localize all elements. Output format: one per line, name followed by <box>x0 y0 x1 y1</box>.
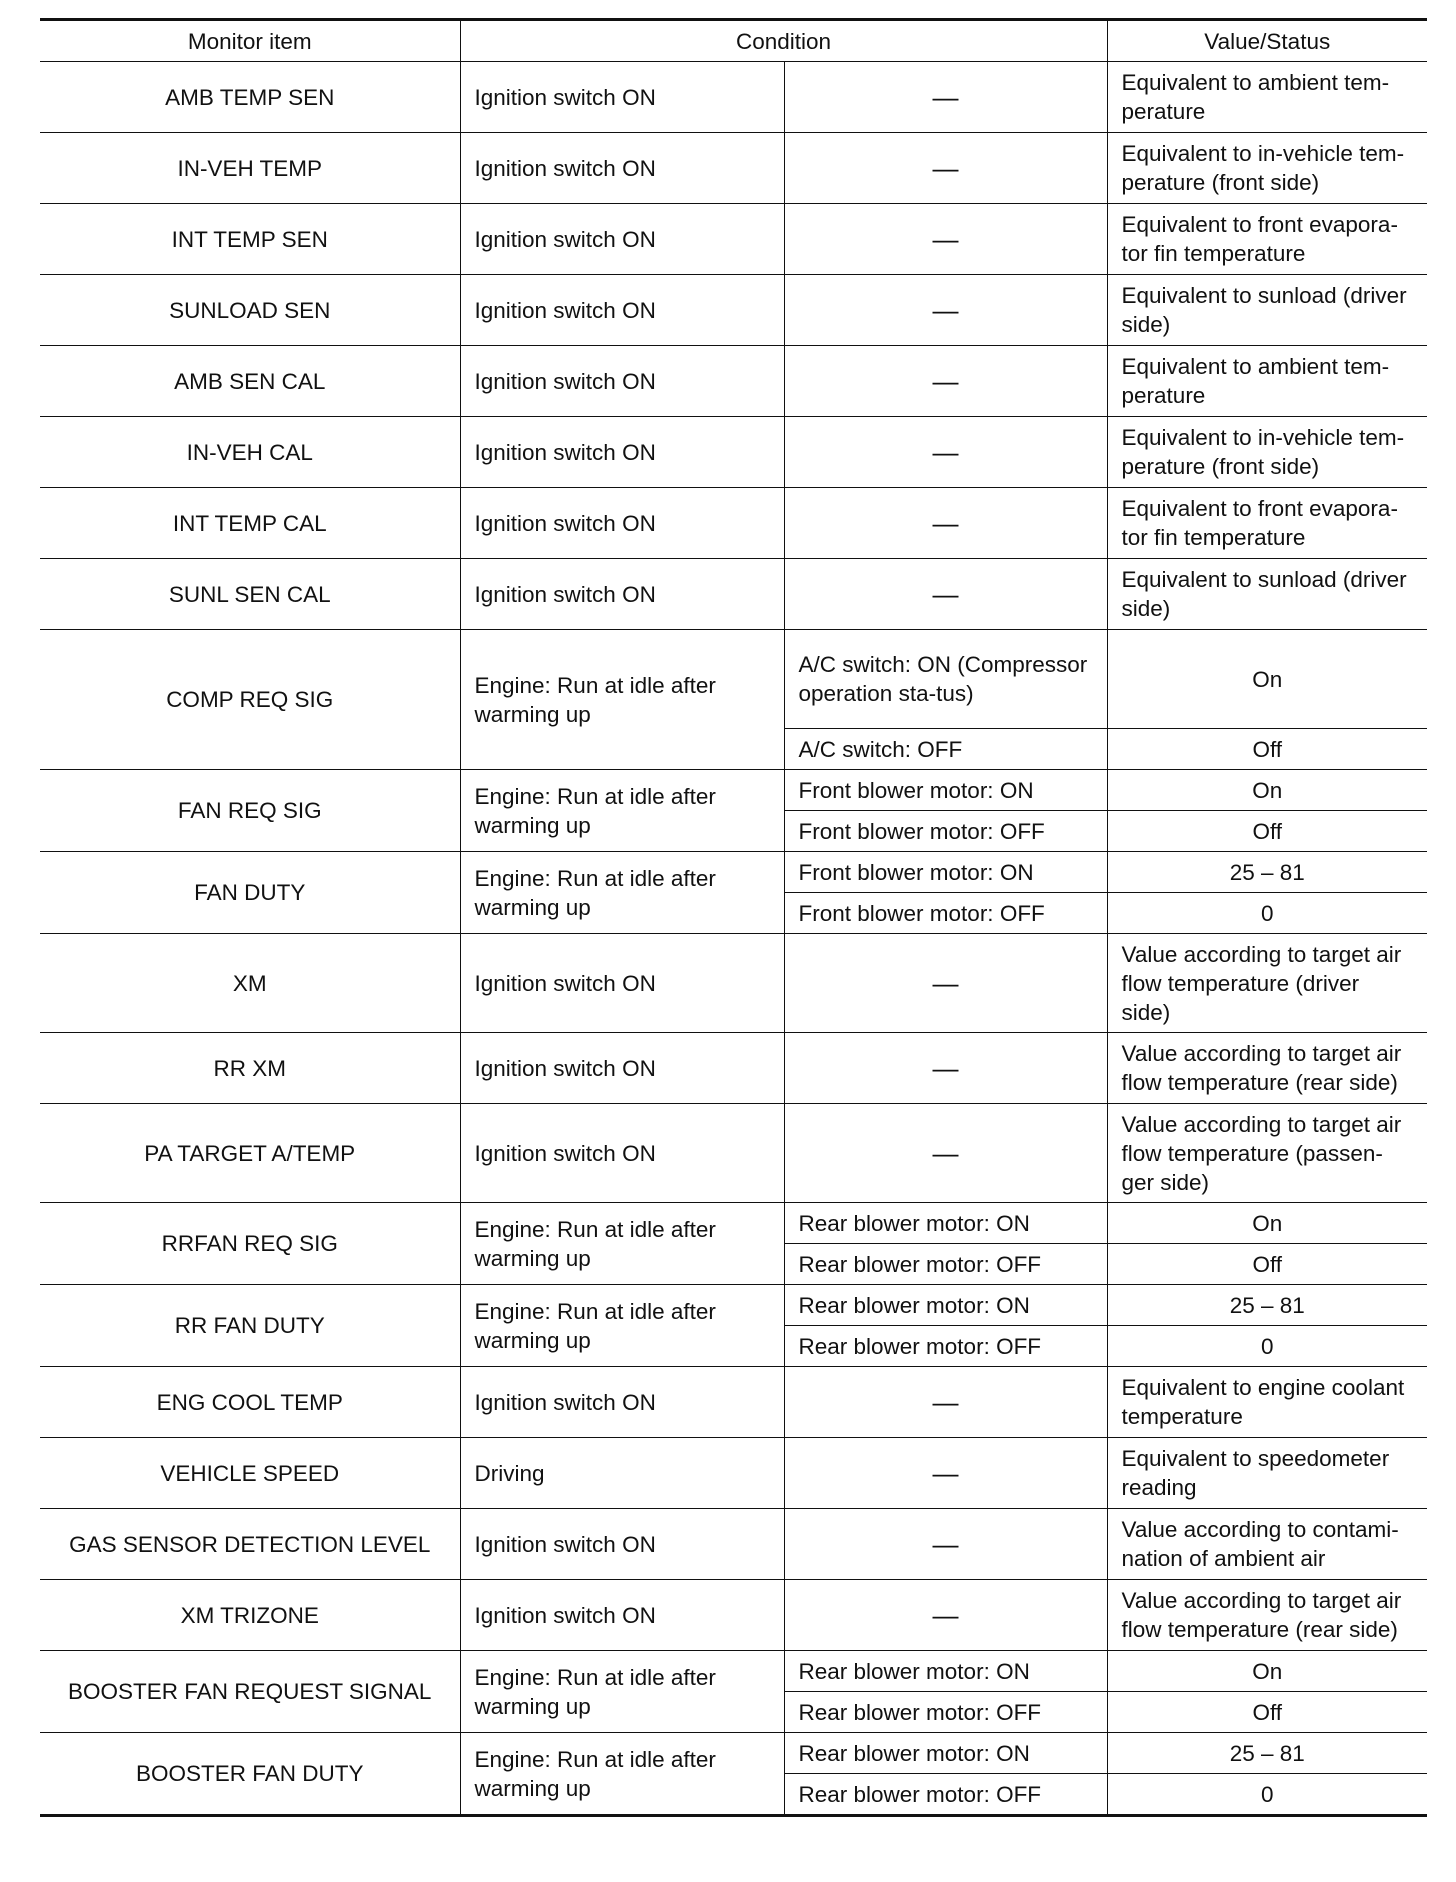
value-status: Equivalent to sunload (driver side) <box>1107 559 1427 630</box>
sub-condition: A/C switch: ON (Compressor operation sta-tus) <box>784 630 1107 729</box>
sub-condition: Rear blower motor: OFF <box>784 1326 1107 1367</box>
sub-condition: A/C switch: OFF <box>784 729 1107 770</box>
monitor-item: BOOSTER FAN REQUEST SIGNAL <box>40 1651 460 1733</box>
monitor-item: FAN DUTY <box>40 852 460 934</box>
condition: Engine: Run at idle after warming up <box>460 630 784 770</box>
sub-condition: Front blower motor: OFF <box>784 893 1107 934</box>
value-status: On <box>1107 630 1427 729</box>
value-status: On <box>1107 770 1427 811</box>
table-row <box>40 62 1427 133</box>
sub-condition: Rear blower motor: OFF <box>784 1774 1107 1816</box>
condition: Ignition switch ON <box>460 275 784 346</box>
value-status: On <box>1107 1203 1427 1244</box>
table-row <box>40 1733 1427 1774</box>
condition: Ignition switch ON <box>460 62 784 133</box>
sub-condition: — <box>784 1438 1107 1509</box>
table-row <box>40 275 1427 346</box>
condition: Ignition switch ON <box>460 1509 784 1580</box>
value-status: Off <box>1107 811 1427 852</box>
header-monitor-item: Monitor item <box>40 20 460 62</box>
sub-condition: — <box>784 934 1107 1033</box>
monitor-item: SUNLOAD SEN <box>40 275 460 346</box>
condition: Ignition switch ON <box>460 1104 784 1203</box>
value-status: Equivalent to in-vehicle tem-perature (front side) <box>1107 417 1427 488</box>
value-status: Equivalent to in-vehicle tem-perature (front side) <box>1107 133 1427 204</box>
table-row <box>40 630 1427 729</box>
value-status: Equivalent to front evapora-tor fin temperature <box>1107 488 1427 559</box>
sub-condition: Rear blower motor: ON <box>784 1203 1107 1244</box>
monitor-item: AMB TEMP SEN <box>40 62 460 133</box>
table-row <box>40 346 1427 417</box>
monitor-item: AMB SEN CAL <box>40 346 460 417</box>
sub-condition: Rear blower motor: ON <box>784 1285 1107 1326</box>
value-status: Equivalent to front evapora-tor fin temperature <box>1107 204 1427 275</box>
table-row <box>40 204 1427 275</box>
monitor-item: PA TARGET A/TEMP <box>40 1104 460 1203</box>
table-row <box>40 934 1427 1033</box>
monitor-item: ENG COOL TEMP <box>40 1367 460 1438</box>
condition: Ignition switch ON <box>460 488 784 559</box>
condition: Ignition switch ON <box>460 133 784 204</box>
condition: Engine: Run at idle after warming up <box>460 1733 784 1816</box>
condition: Ignition switch ON <box>460 204 784 275</box>
sub-condition: Front blower motor: ON <box>784 770 1107 811</box>
value-status: Off <box>1107 1244 1427 1285</box>
monitor-item: INT TEMP CAL <box>40 488 460 559</box>
table-row <box>40 852 1427 893</box>
condition: Ignition switch ON <box>460 934 784 1033</box>
table-row <box>40 1438 1427 1509</box>
value-status: Equivalent to ambient tem-perature <box>1107 346 1427 417</box>
condition: Engine: Run at idle after warming up <box>460 1651 784 1733</box>
condition: Driving <box>460 1438 784 1509</box>
sub-condition: — <box>784 346 1107 417</box>
monitor-item: GAS SENSOR DETECTION LEVEL <box>40 1509 460 1580</box>
sub-condition: Rear blower motor: OFF <box>784 1244 1107 1285</box>
value-status: Equivalent to engine coolant temperature <box>1107 1367 1427 1438</box>
sub-condition: — <box>784 204 1107 275</box>
condition: Ignition switch ON <box>460 346 784 417</box>
monitor-item: IN-VEH CAL <box>40 417 460 488</box>
table-row <box>40 1367 1427 1438</box>
value-status: Value according to target air flow temperature (driver side) <box>1107 934 1427 1033</box>
sub-condition: Rear blower motor: ON <box>784 1733 1107 1774</box>
value-status: 25 – 81 <box>1107 1285 1427 1326</box>
condition: Ignition switch ON <box>460 1367 784 1438</box>
value-status: Value according to target air flow temperature (rear side) <box>1107 1033 1427 1104</box>
table-row <box>40 1203 1427 1244</box>
table-row <box>40 559 1427 630</box>
monitor-item: RR XM <box>40 1033 460 1104</box>
monitor-item: COMP REQ SIG <box>40 630 460 770</box>
sub-condition: — <box>784 417 1107 488</box>
header-condition: Condition <box>460 20 1107 62</box>
table-row <box>40 488 1427 559</box>
value-status: Equivalent to sunload (driver side) <box>1107 275 1427 346</box>
table-row <box>40 1651 1427 1692</box>
sub-condition: — <box>784 1104 1107 1203</box>
sub-condition: — <box>784 1033 1107 1104</box>
value-status: On <box>1107 1651 1427 1692</box>
monitor-item: INT TEMP SEN <box>40 204 460 275</box>
value-status: Equivalent to ambient tem-perature <box>1107 62 1427 133</box>
monitor-item: IN-VEH TEMP <box>40 133 460 204</box>
value-status: 0 <box>1107 893 1427 934</box>
monitor-item: XM TRIZONE <box>40 1580 460 1651</box>
value-status: 25 – 81 <box>1107 1733 1427 1774</box>
condition: Engine: Run at idle after warming up <box>460 770 784 852</box>
sub-condition: — <box>784 1367 1107 1438</box>
table-row <box>40 133 1427 204</box>
table-row <box>40 770 1427 811</box>
table-row <box>40 1285 1427 1326</box>
sub-condition: — <box>784 62 1107 133</box>
table-row <box>40 1104 1427 1203</box>
condition: Ignition switch ON <box>460 1033 784 1104</box>
condition: Engine: Run at idle after warming up <box>460 852 784 934</box>
condition: Ignition switch ON <box>460 417 784 488</box>
condition: Ignition switch ON <box>460 559 784 630</box>
table-row <box>40 1033 1427 1104</box>
value-status: Value according to target air flow temperature (passen-ger side) <box>1107 1104 1427 1203</box>
monitor-item: BOOSTER FAN DUTY <box>40 1733 460 1816</box>
value-status: Off <box>1107 729 1427 770</box>
value-status: 0 <box>1107 1774 1427 1816</box>
value-status: Value according to target air flow temperature (rear side) <box>1107 1580 1427 1651</box>
monitor-item: SUNL SEN CAL <box>40 559 460 630</box>
sub-condition: Rear blower motor: ON <box>784 1651 1107 1692</box>
sub-condition: — <box>784 559 1107 630</box>
value-status: 0 <box>1107 1326 1427 1367</box>
value-status: Off <box>1107 1692 1427 1733</box>
value-status: Equivalent to speedometer reading <box>1107 1438 1427 1509</box>
sub-condition: Front blower motor: OFF <box>784 811 1107 852</box>
condition: Ignition switch ON <box>460 1580 784 1651</box>
sub-condition: Front blower motor: ON <box>784 852 1107 893</box>
header-row <box>40 20 1427 62</box>
table-row <box>40 417 1427 488</box>
monitor-item: VEHICLE SPEED <box>40 1438 460 1509</box>
sub-condition: — <box>784 488 1107 559</box>
sub-condition: — <box>784 275 1107 346</box>
table-row <box>40 1509 1427 1580</box>
monitor-item: RRFAN REQ SIG <box>40 1203 460 1285</box>
value-status: Value according to contami-nation of ambient air <box>1107 1509 1427 1580</box>
monitor-item: RR FAN DUTY <box>40 1285 460 1367</box>
monitor-item-table <box>40 18 1427 1817</box>
sub-condition: — <box>784 133 1107 204</box>
value-status: 25 – 81 <box>1107 852 1427 893</box>
table-row <box>40 1580 1427 1651</box>
monitor-item: FAN REQ SIG <box>40 770 460 852</box>
sub-condition: — <box>784 1580 1107 1651</box>
condition: Engine: Run at idle after warming up <box>460 1285 784 1367</box>
condition: Engine: Run at idle after warming up <box>460 1203 784 1285</box>
sub-condition: Rear blower motor: OFF <box>784 1692 1107 1733</box>
header-value-status: Value/Status <box>1107 20 1427 62</box>
monitor-item: XM <box>40 934 460 1033</box>
sub-condition: — <box>784 1509 1107 1580</box>
